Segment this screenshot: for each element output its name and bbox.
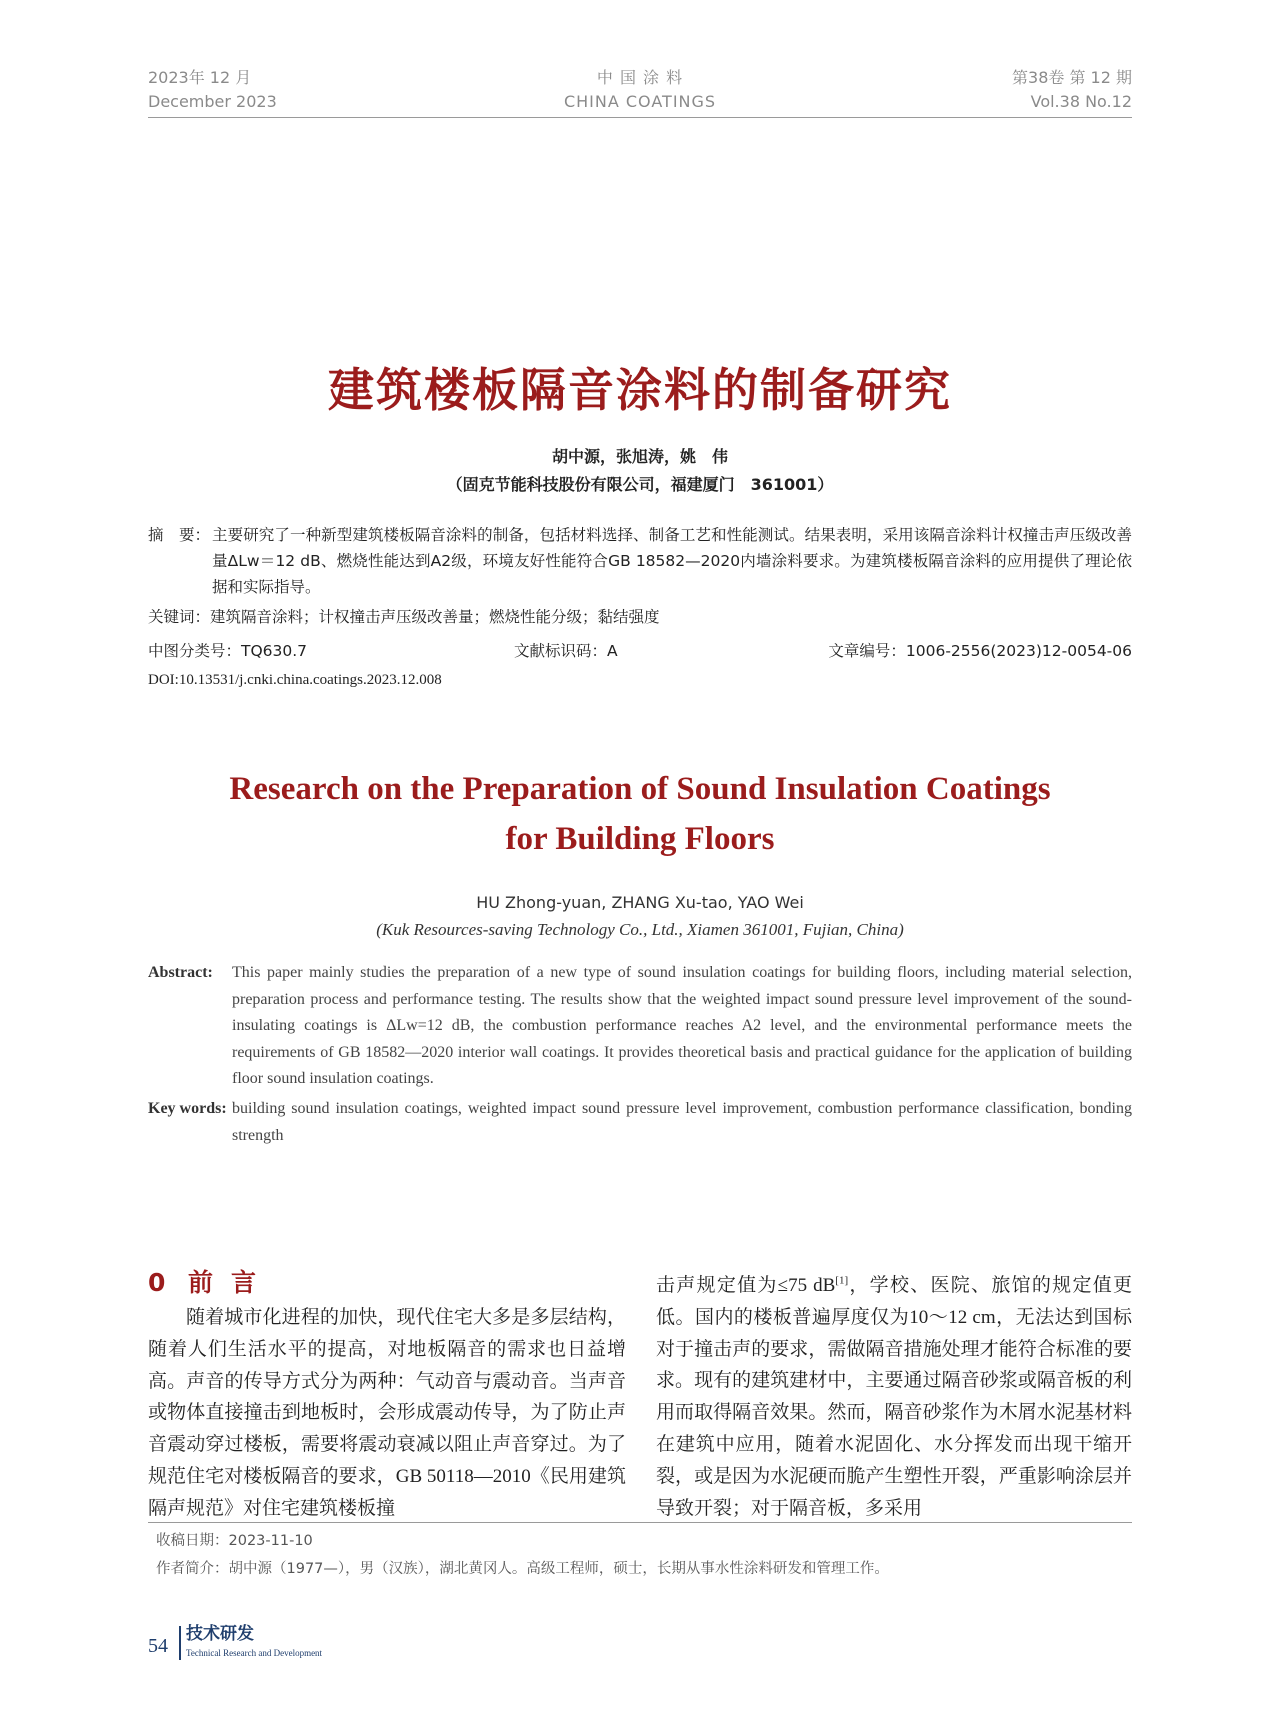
- title-en-line2: for Building Floors: [505, 821, 775, 857]
- section-heading: [148, 1266, 274, 1300]
- body-right-column: [656, 1270, 1132, 1524]
- keywords-en-text: building sound insulation coatings, weighted impact sound pressure level improvement, combustion performance classification, bonding strength: [232, 1100, 1132, 1144]
- page-number: 54: [148, 1635, 168, 1657]
- title-zh: 建筑楼板隔音涂料的制备研究: [328, 363, 952, 417]
- footer-column-en: Technical Research and Development: [186, 1648, 323, 1658]
- running-header: [148, 66, 1132, 118]
- document-code: 文献标识码：A: [514, 642, 618, 660]
- header-date-en: December 2023: [148, 92, 277, 111]
- body-left-column: 随着城市化进程的加快，现代住宅大多是多层结构，随着人们生活水平的提高，对地板隔音的需求也日益增高。声音的传导方式分为两种：气动音与震动音。当声音或物体直接撞击到地板时，会形成震动传导，为了防止声音震动穿过楼板，需要将震动衰减以阻止声音穿过。为了规范住宅对楼板隔音的要求，GB 50118—2010《民用建筑隔声规范》对住宅建筑楼板撞: [148, 1307, 626, 1519]
- footnote-divider: [148, 1522, 1132, 1523]
- footer-divider-bar: [179, 1626, 181, 1660]
- affiliation-en: (Kuk Resources-saving Technology Co., Ltd., Xiamen 361001, Fujian, China): [376, 920, 904, 939]
- authors-en: HU Zhong-yuan, ZHANG Xu-tao, YAO Wei: [476, 893, 804, 912]
- title-en: [148, 764, 1132, 864]
- title-en-line1: Research on the Preparation of Sound Insulation Coatings: [229, 771, 1051, 807]
- section-title: 前言: [188, 1268, 275, 1297]
- header-journal-en: CHINA COATINGS: [563, 92, 717, 111]
- header-journal: [148, 66, 1132, 114]
- section-number: 0: [148, 1268, 166, 1297]
- citation-ref-1: [1]: [835, 1274, 849, 1287]
- doi: DOI:10.13531/j.cnki.china.coatings.2023.12.008: [148, 672, 442, 688]
- abstract-en: [148, 960, 1132, 1093]
- keywords-en: [148, 1096, 1132, 1149]
- header-volume-en: Vol.38 No.12: [1030, 92, 1132, 111]
- abstract-zh-label: 摘 要：: [148, 526, 211, 544]
- footnote-author-bio: 作者简介：胡中源（1977—），男（汉族），湖北黄冈人。高级工程师，硕士，长期从事水性涂料研发和管理工作。: [156, 1561, 889, 1577]
- header-date-zh: 2023年 12 月: [148, 68, 252, 87]
- body-right-text-pre: 击声规定值为≤75 dB: [656, 1275, 836, 1296]
- abstract-zh: [148, 522, 1132, 600]
- abstract-zh-text: 主要研究了一种新型建筑楼板隔音涂料的制备，包括材料选择、制备工艺和性能测试。结果表明，采用该隔音涂料计权撞击声压级改善量ΔLw＝12 dB、燃烧性能达到A2级，环境友好性能符合GB 18582—2020内墙涂料要求。为建筑楼板隔音涂料的应用提供了理论依据和实际指导。: [212, 526, 1132, 596]
- body-right-text-post: ，学校、医院、旅馆的规定值更低。国内的楼板普遍厚度仅为10～12 cm，无法达到国标对于撞击声的要求，需做隔音措施处理才能符合标准的要求。现有的建筑建材中，主要通过隔音砂浆或隔音板的利用而取得隔音效果。然而，隔音砂浆作为木屑水泥基材料在建筑中应用，随着水泥固化、水分挥发而出现干缩开裂，或是因为水泥硬而脆产生塑性开裂，严重影响涂层并导致开裂；对于隔音板，多采用: [656, 1275, 1132, 1519]
- keywords-zh: 关键词：建筑隔音涂料；计权撞击声压级改善量；燃烧性能分级；黏结强度: [148, 608, 660, 626]
- header-journal-zh: 中 国 涂 料: [596, 68, 684, 87]
- footnote-received-date: 收稿日期：2023-11-10: [156, 1533, 313, 1549]
- abstract-en-label: Abstract:: [148, 964, 213, 981]
- footer-column-zh: 技术研发: [186, 1624, 254, 1644]
- header-volume-zh: 第38卷 第 12 期: [1012, 68, 1132, 87]
- authors-zh: 胡中源，张旭涛，姚 伟: [551, 447, 728, 466]
- clc-number: 中图分类号：TQ630.7: [148, 642, 308, 660]
- abstract-en-text: This paper mainly studies the preparation of a new type of sound insulation coatings for building floors, including material selection, preparation process and performance testing. The results show that the weighted impact sound pressure level improvement of the sound-insulating coatings is ΔLw=12 dB, the combustion performance reaches A2 level, and the environmental performance meets the requirements of GB 18582—2020 interior wall coatings. It provides theoretical basis and practical guidance for the application of building floor sound insulation coatings.: [232, 964, 1132, 1087]
- header-volume: [1012, 66, 1132, 114]
- header-divider: [148, 117, 1132, 118]
- classification-line: [148, 638, 1132, 664]
- affiliation-zh: （固克节能科技股份有限公司，福建厦门 361001）: [446, 475, 834, 494]
- article-number: 文章编号：1006-2556(2023)12-0054-06: [828, 642, 1132, 660]
- keywords-en-label: Key words:: [148, 1100, 227, 1117]
